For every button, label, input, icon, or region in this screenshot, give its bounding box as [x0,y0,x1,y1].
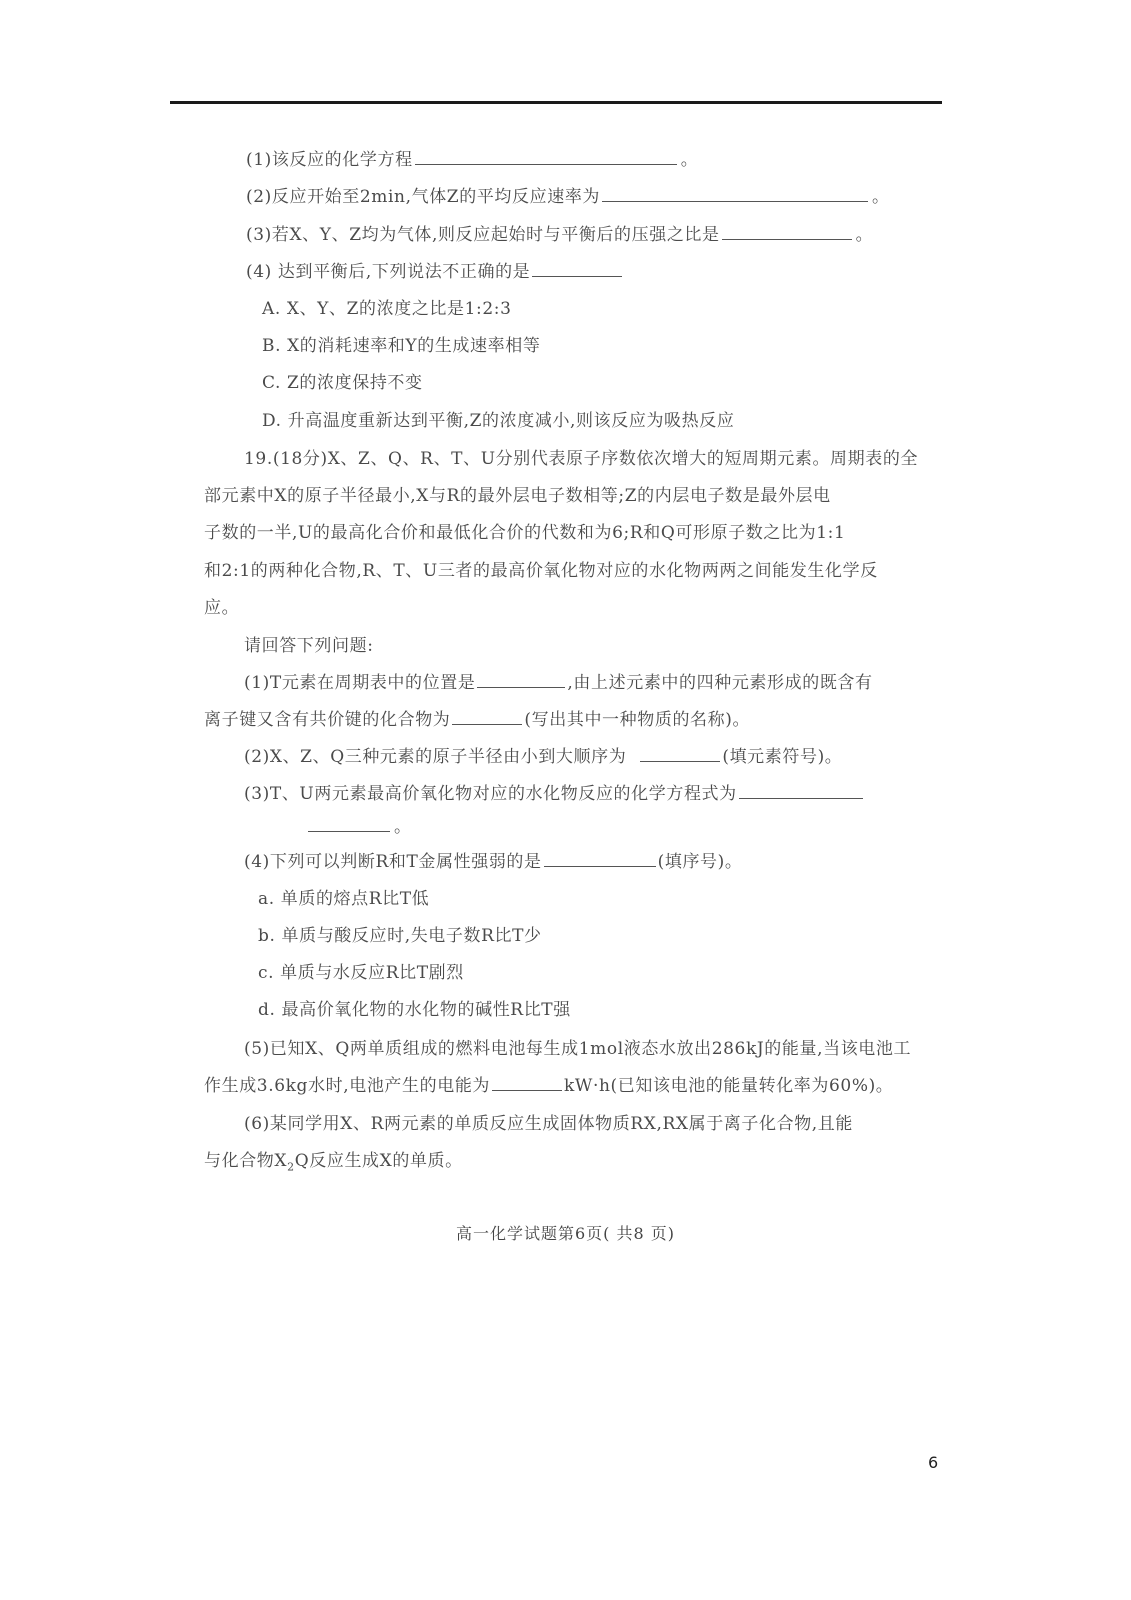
q18-part1 [246,149,698,171]
q19-sub5-line1: (5)已知X、Q两单质组成的燃料电池每生成1mol液态水放出286kJ的能量,当该电池工 [244,1039,912,1059]
q19-sub6-line1: (6)某同学用X、R两元素的单质反应生成固体物质RX,RX属于离子化合物,且能 [244,1114,853,1134]
q19-sub3-text: (3)T、U两元素最高价氧化物对应的水化物反应的化学方程式为 [244,784,737,804]
q19-sub2-text: (填元素符号)。 [722,747,843,767]
q19-prompt: 请回答下列问题: [244,636,374,656]
q19-intro-line: 子数的一半,U的最高化合价和最低化合价的代数和为6;R和Q可形原子数之比为1:1 [204,523,846,543]
q19-intro-line: 应。 [204,598,240,618]
answer-blank [477,672,565,688]
subscript: 2 [287,1160,295,1174]
q19-sub2 [244,746,842,768]
q18-part2 [246,186,890,208]
answer-blank [532,261,622,277]
answer-blank [544,851,656,867]
q18-part3-text: (3)若X、Y、Z均为气体,则反应起始时与平衡后的压强之比是 [246,225,720,245]
page-number: 6 [928,1453,939,1472]
q18-option-c: C. Z的浓度保持不变 [262,373,423,393]
top-rule [170,101,942,104]
q19-sub3-continuation [306,816,412,838]
q19-sub3-tail: 。 [394,817,412,837]
q19-sub4 [244,851,743,873]
q19-sub6-text: Q反应生成X的单质。 [294,1151,463,1171]
q19-sub1-text: ,由上述元素中的四种元素形成的既含有 [567,673,873,693]
q19-sub4-option-b: b. 单质与酸反应时,失电子数R比T少 [258,926,542,946]
q19-sub1-line2 [204,709,750,731]
answer-blank [492,1075,562,1091]
q19-sub5-line2 [204,1075,893,1097]
q18-part2-tail: 。 [872,187,890,207]
q18-option-b: B. X的消耗速率和Y的生成速率相等 [262,336,541,356]
answer-blank [739,783,863,799]
answer-blank [722,224,852,240]
q19-sub4-option-a: a. 单质的熔点R比T低 [258,889,430,909]
q18-part3 [246,224,873,246]
q19-sub4-text: (4)下列可以判断R和T金属性强弱的是 [244,852,542,872]
q18-part1-tail: 。 [680,150,699,170]
q18-part1-text: (1)该反应的化学方程 [246,150,413,170]
answer-blank [452,709,522,725]
q19-sub4-text: (填序号)。 [657,852,743,872]
q18-option-d: D. 升高温度重新达到平衡,Z的浓度减小,则该反应为吸热反应 [262,411,735,431]
q19-sub2-text: (2)X、Z、Q三种元素的原子半径由小到大顺序为 [244,747,627,767]
q18-option-a: A. X、Y、Z的浓度之比是1:2:3 [262,299,512,319]
q18-part3-tail: 。 [855,225,874,245]
q19-sub5-text: 作生成3.6kg水时,电池产生的电能为 [204,1076,491,1096]
q19-sub4-option-c: c. 单质与水反应R比T剧烈 [258,963,464,983]
q19-intro-line: 和2:1的两种化合物,R、T、U三者的最高价氧化物对应的水化物两两之间能发生化学反 [204,561,878,581]
answer-blank [415,149,677,165]
page-footer: 高一化学试题第6页( 共8 页) [455,1224,676,1243]
answer-blank [602,186,868,202]
q19-intro-line: 部元素中X的原子半径最小,X与R的最外层电子数相等;Z的内层电子数是最外层电 [204,486,831,506]
q18-part2-text: (2)反应开始至2min,气体Z的平均反应速率为 [246,187,601,207]
q19-sub6-text: 与化合物X [204,1151,288,1171]
q19-sub1-line1 [244,672,873,694]
q19-sub6-line2 [204,1150,463,1178]
q19-sub1-text: 离子键又含有共价键的化合物为 [204,710,451,730]
q18-part4-text: (4) 达到平衡后,下列说法不正确的是 [246,262,531,282]
q19-sub3 [244,783,865,805]
q19-sub1-text: (写出其中一种物质的名称)。 [524,710,751,730]
q19-sub1-text: (1)T元素在周期表中的位置是 [244,673,476,693]
q19-intro-line: 19.(18分)X、Z、Q、R、T、U分别代表原子序数依次增大的短周期元素。周期表的全 [244,449,919,469]
q19-sub5-text: kW·h(已知该电池的能量转化率为60%)。 [564,1076,894,1096]
answer-blank [308,816,390,832]
q19-sub4-option-d: d. 最高价氧化物的水化物的碱性R比T强 [258,1000,571,1020]
answer-blank [640,746,720,762]
q18-part4 [246,261,624,283]
